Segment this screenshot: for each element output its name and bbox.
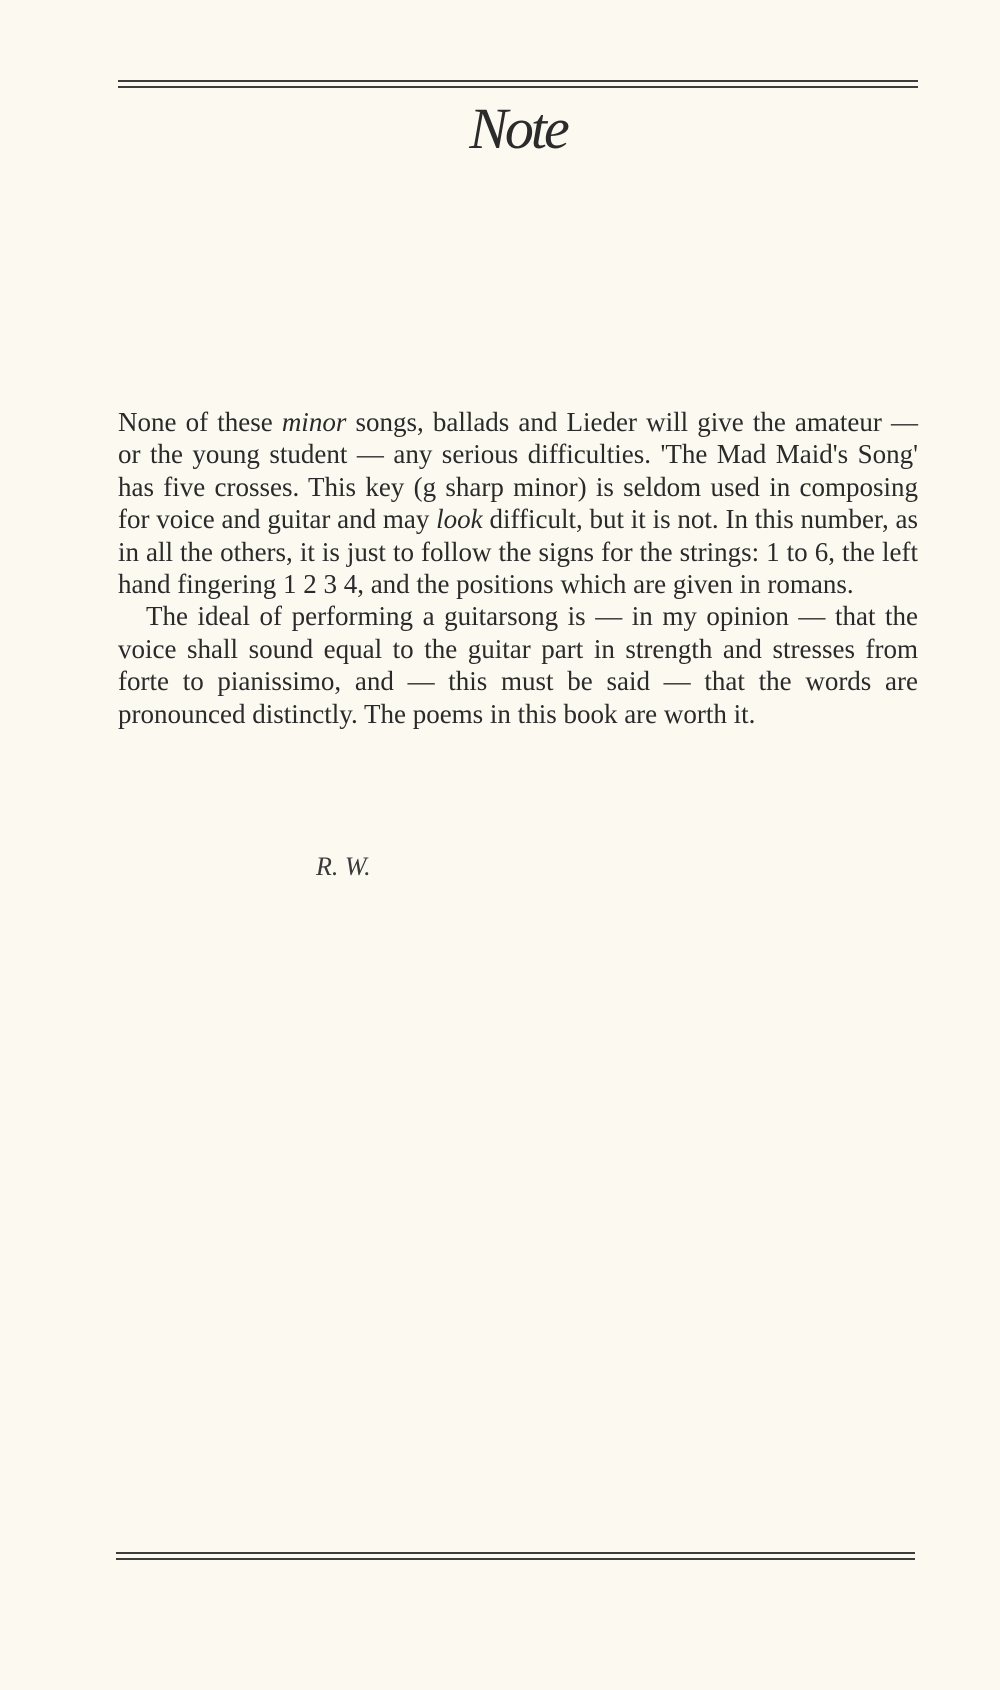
paragraph-1-segment: difficult, but it is not. In this number, as in all the others, it is just to follow the signs for the strings: 1 to 6, the left hand fingering 1 2 3 4, and the positions which are given in romans. bbox=[118, 504, 918, 600]
paragraph-1-emphasis-look: look bbox=[436, 504, 483, 535]
paragraph-1-segment: None of these bbox=[118, 407, 282, 437]
paragraph-1 bbox=[118, 406, 918, 600]
page-title: Note bbox=[469, 96, 567, 161]
paragraph-2 bbox=[118, 600, 918, 730]
paragraph-2-segment: The ideal of performing a guitarsong is — in my opinion — that the voice shall sound equal to the guitar part in strength and stresses from forte to pianissimo, and — this must be said — that the words are pronounced distinctly. The poems in this book are worth it. bbox=[118, 601, 918, 729]
note-body bbox=[118, 406, 918, 730]
paragraph-1-emphasis-minor: minor bbox=[281, 407, 347, 437]
paragraph-1-segment: songs, ballads and Lieder will give the amateur — or the young student — any serious difficulties. 'The Mad Maid's Song' has five crosses. This key (g sharp minor) is seldom used in composing for voice and guitar and may bbox=[118, 407, 918, 535]
signature: R. W. bbox=[316, 852, 371, 881]
